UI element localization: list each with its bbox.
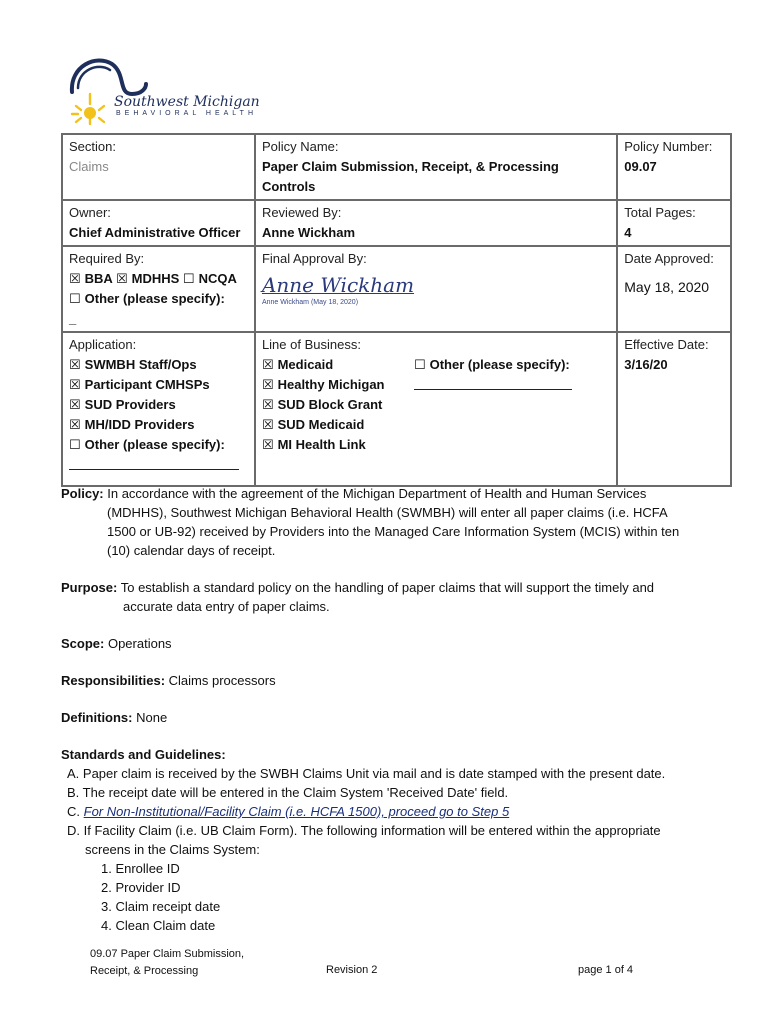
standard-item-d: D. If Facility Claim (i.e. UB Claim Form). The following information will be entered within the appropriate: [67, 823, 661, 838]
line-of-business-label: Line of Business:: [261, 337, 361, 352]
application-cell: [62, 332, 255, 486]
standard-item-d-cont: screens in the Claims System:: [85, 842, 260, 857]
policy-text-line: 1500 or UB-92) received by Providers into the Managed Care Information System (MCIS) within ten: [107, 524, 680, 539]
lob-checkbox[interactable]: ☒: [261, 437, 274, 452]
total-pages-label: Total Pages:: [624, 205, 696, 220]
standard-item-c-prefix: C.: [67, 804, 84, 819]
policy-text-line: (10) calendar days of receipt.: [107, 543, 276, 558]
lob-checkbox[interactable]: ☒: [261, 357, 274, 372]
section-value: Claims: [69, 159, 109, 174]
lob-item-label: MI Health Link: [277, 437, 366, 452]
total-pages-value: 4: [624, 225, 632, 240]
policy-text-line: (MDHHS), Southwest Michigan Behavioral Health (SWMBH) will enter all paper claims (i.e. HCFA: [107, 505, 668, 520]
policy-number-cell: [617, 134, 731, 200]
signature: Anne Wickham: [261, 273, 415, 297]
lob-item: [262, 415, 610, 435]
responsibilities-value: Claims processors: [168, 673, 276, 688]
reviewed-by-value: Anne Wickham: [261, 225, 356, 240]
scope-paragraph: [61, 634, 721, 653]
application-checkbox[interactable]: ☒: [69, 397, 81, 412]
date-approved-value: May 18, 2020: [624, 279, 710, 295]
policy-text-line: In accordance with the agreement of the Michigan Department of Health and Human Services: [107, 486, 647, 501]
policy-name-cell: [255, 134, 617, 200]
effective-date-cell: [617, 332, 731, 486]
scope-value: Operations: [107, 636, 172, 651]
policy-name-value: Paper Claim Submission, Receipt, & Processing Controls: [261, 159, 559, 194]
header-row-4: [62, 332, 731, 486]
definitions-value: None: [136, 710, 168, 725]
policy-name-label: Policy Name:: [261, 139, 339, 154]
application-item: [69, 375, 248, 395]
section-cell: [62, 134, 255, 200]
responsibilities-label: Responsibilities:: [61, 673, 166, 688]
definitions-label: Definitions:: [61, 710, 133, 725]
owner-label: Owner:: [69, 205, 111, 220]
lob-other-group: [414, 355, 572, 396]
policy-label: Policy:: [61, 486, 104, 501]
application-item: [69, 435, 248, 455]
policy-body: [61, 484, 721, 935]
purpose-text-line: accurate data entry of paper claims.: [123, 599, 330, 614]
scope-label: Scope:: [61, 636, 105, 651]
application-item-label: SWMBH Staff/Ops: [84, 357, 197, 372]
header-row-3: [62, 246, 731, 332]
required-other-row: [69, 289, 248, 309]
purpose-label: Purpose:: [61, 580, 118, 595]
standards-heading: Standards and Guidelines:: [61, 747, 226, 762]
header-row-1: [62, 134, 731, 200]
policy-number-value: 09.07: [624, 159, 657, 174]
application-other-blank[interactable]: [69, 455, 248, 476]
required-by-label: Required By:: [69, 251, 145, 266]
ncqa-checkbox[interactable]: ☐: [182, 271, 195, 286]
required-other-checkbox[interactable]: ☐: [69, 291, 81, 306]
purpose-paragraph: [61, 578, 721, 616]
footer-revision: Revision 2: [326, 964, 378, 976]
mdhhs-label: MDHHS: [131, 271, 180, 286]
header-row-2: [62, 200, 731, 246]
application-checkbox[interactable]: ☐: [69, 437, 81, 452]
required-by-cell: [62, 246, 255, 332]
required-other-value: _: [69, 311, 77, 326]
application-item: [69, 355, 248, 375]
list-item: 4. Clean Claim date: [101, 918, 216, 933]
line-of-business-cell: [255, 332, 617, 486]
lob-item-label: Healthy Michigan: [277, 377, 385, 392]
effective-date-value: 3/16/20: [624, 357, 668, 372]
lob-item-label: SUD Medicaid: [277, 417, 365, 432]
lob-item-label: SUD Block Grant: [277, 397, 383, 412]
standards-section: [61, 745, 721, 935]
final-approval-cell: [255, 246, 617, 332]
lob-checkbox[interactable]: ☒: [261, 397, 274, 412]
bba-label: BBA: [84, 271, 113, 286]
list-item: 1. Enrollee ID: [101, 861, 180, 876]
list-item: 3. Claim receipt date: [101, 899, 221, 914]
final-approval-label: Final Approval By:: [261, 251, 367, 266]
ncqa-label: NCQA: [198, 271, 237, 286]
date-approved-label: Date Approved:: [624, 251, 714, 266]
mdhhs-checkbox[interactable]: ☒: [115, 271, 128, 286]
application-checkbox[interactable]: ☒: [69, 357, 81, 372]
lob-checkbox[interactable]: ☒: [261, 377, 274, 392]
owner-value: Chief Administrative Officer: [69, 225, 241, 240]
standard-item-c: [61, 802, 721, 821]
total-pages-cell: [617, 200, 731, 246]
logo-subtitle: BEHAVIORAL HEALTH: [116, 110, 258, 117]
signature-caption: Anne Wickham (May 18, 2020): [261, 299, 359, 306]
application-item: [69, 415, 248, 435]
application-item-label: Other (please specify):: [84, 437, 225, 452]
standard-item-a: A. Paper claim is received by the SWBH Claims Unit via mail and is date stamped with the present date.: [67, 766, 666, 781]
lob-item: [262, 395, 610, 415]
section-label: Section:: [69, 139, 116, 154]
footer-doc-line: 09.07 Paper Claim Submission,: [90, 948, 245, 960]
policy-paragraph: [61, 484, 721, 560]
standard-item-b: B. The receipt date will be entered in the Claim System 'Received Date' field.: [67, 785, 509, 800]
required-by-checkboxes: [69, 269, 248, 289]
step-5-link[interactable]: For Non-Institutional/Facility Claim (i.e. HCFA 1500), proceed go to Step 5: [83, 804, 510, 819]
footer-doc-title: [90, 946, 290, 980]
policy-header-table: [61, 133, 732, 487]
lob-other-blank[interactable]: [414, 375, 572, 396]
reviewed-by-cell: [255, 200, 617, 246]
reviewed-by-label: Reviewed By:: [261, 205, 342, 220]
date-approved-cell: [617, 246, 731, 332]
lob-item-label: Medicaid: [277, 357, 334, 372]
logo-wordmark: Southwest Michigan: [114, 94, 260, 110]
application-item-label: Participant CMHSPs: [84, 377, 210, 392]
effective-date-label: Effective Date:: [624, 337, 709, 352]
lob-item: [262, 435, 610, 455]
owner-cell: [62, 200, 255, 246]
application-item-label: MH/IDD Providers: [84, 417, 195, 432]
application-item-label: SUD Providers: [84, 397, 176, 412]
definitions-paragraph: [61, 708, 721, 727]
footer-doc-line: Receipt, & Processing: [90, 965, 199, 977]
application-checkbox[interactable]: ☒: [69, 377, 81, 392]
lob-checkbox[interactable]: ☒: [261, 417, 274, 432]
application-label: Application:: [69, 337, 137, 352]
bba-checkbox[interactable]: ☒: [69, 271, 81, 286]
required-other-label: Other (please specify):: [84, 291, 225, 306]
lob-other-label: Other (please specify):: [429, 357, 570, 372]
application-checkbox[interactable]: ☒: [69, 417, 81, 432]
lob-other-checkbox[interactable]: ☐: [413, 357, 426, 372]
policy-number-label: Policy Number:: [624, 139, 713, 154]
list-item: 2. Provider ID: [101, 880, 181, 895]
application-item: [69, 395, 248, 415]
purpose-text-line: To establish a standard policy on the handling of paper claims that will support the timely and: [120, 580, 655, 595]
footer-page-number: page 1 of 4: [578, 964, 634, 976]
responsibilities-paragraph: [61, 671, 721, 690]
